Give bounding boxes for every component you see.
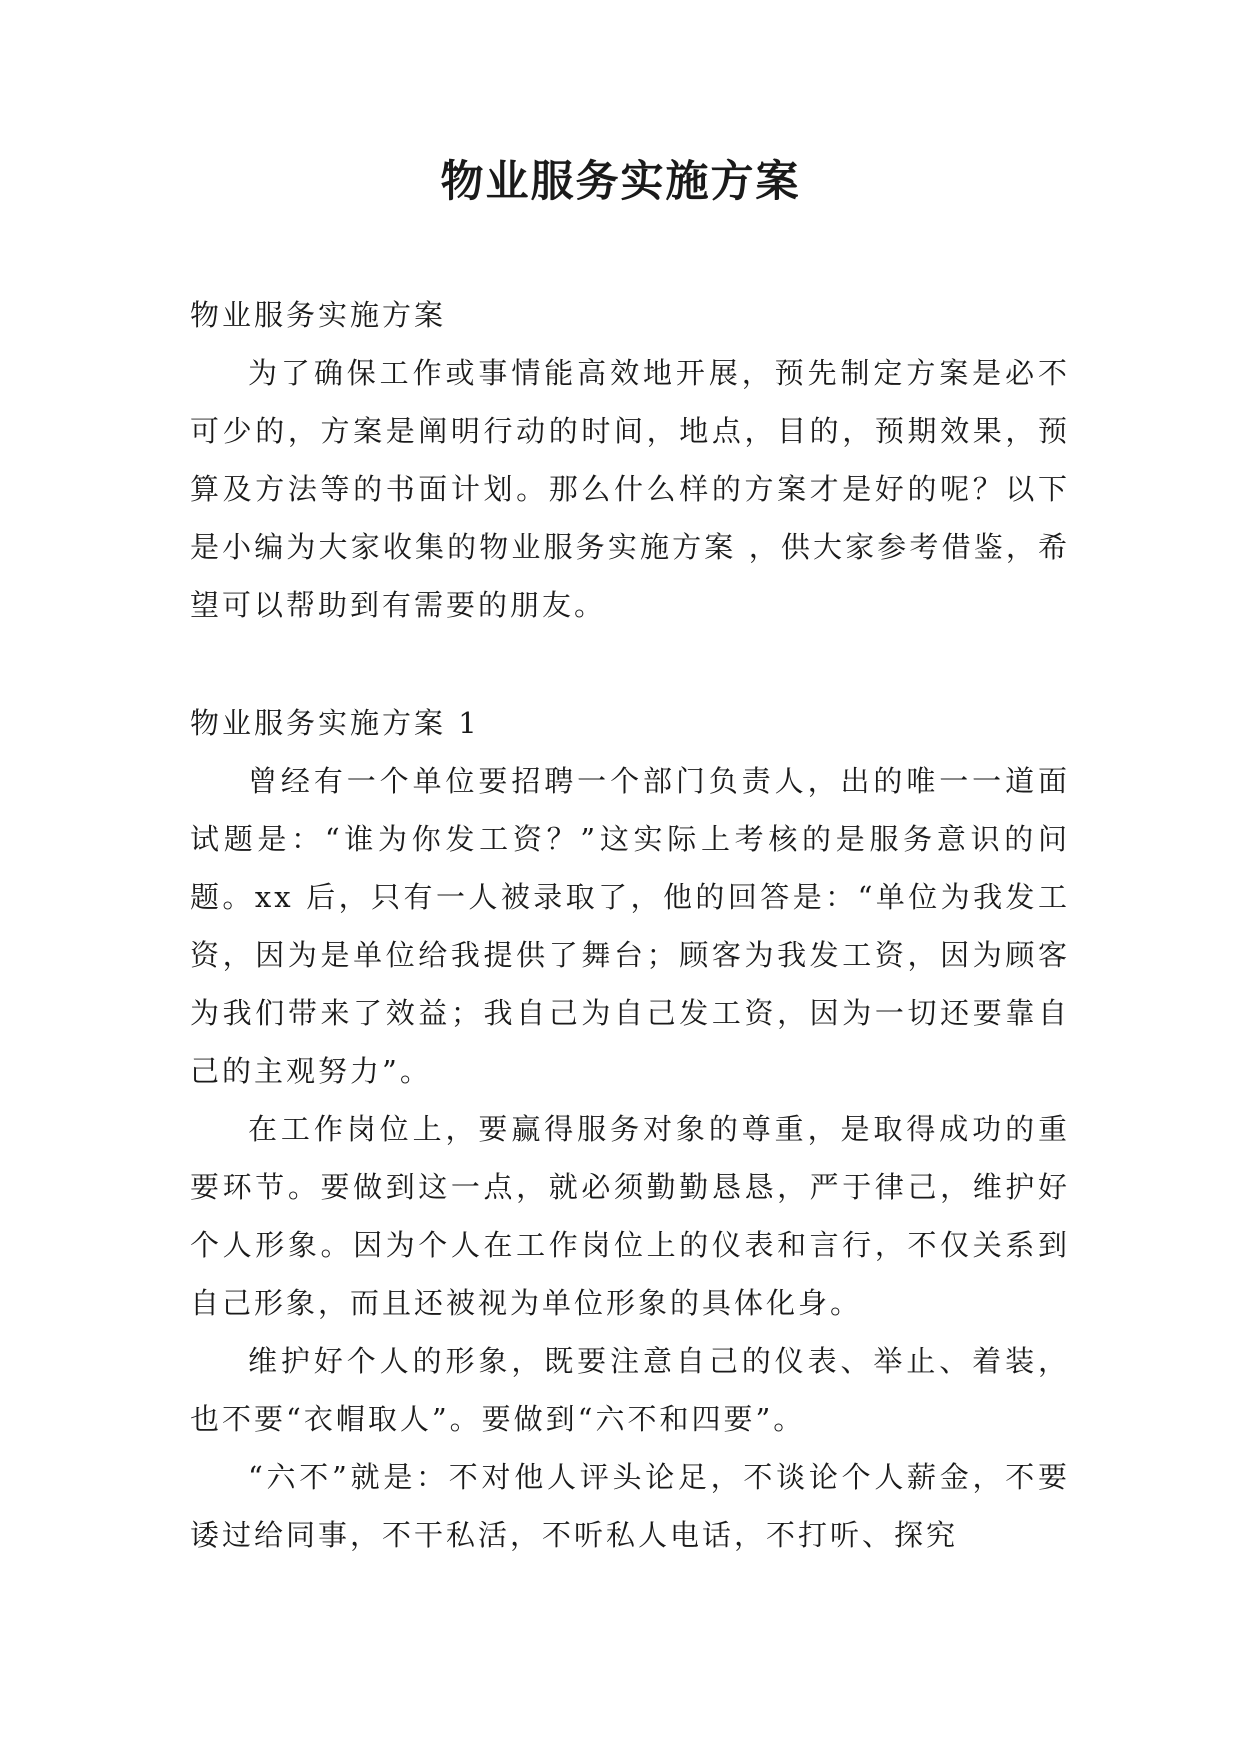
document-subtitle: 物业服务实施方案 [190,298,447,332]
document-title: 物业服务实施方案 [440,157,801,207]
body-paragraph: 在工作岗位上，要赢得服务对象的尊重，是取得成功的重要环节。要做到这一点，就必须勤勤恳恳，严于律己，维护好个人形象。因为个人在工作岗位上的仪表和言行，不仅关系到自己形象，而且还被视为单位形象的具体化身。 [190,1112,1070,1320]
section-heading: 物业服务实施方案 1 [190,706,480,740]
body-paragraph: 曾经有一个单位要招聘一个部门负责人，出的唯一一道面试题是：“谁为你发工资？”这实际上考核的是服务意识的问题。xx 后，只有一人被录取了，他的回答是：“单位为我发工资，因为是单位给我提供了舞台；顾客为我发工资，因为顾客为我们带来了效益；我自己为自己发工资，因为一切还要靠自己的主观努力”。 [190,764,1070,1088]
document-body [190,286,1070,1564]
body-paragraph: “六不”就是：不对他人评头论足，不谈论个人薪金，不要诿过给同事，不干私活，不听私人电话，不打听、探究 [190,1460,1070,1552]
section-spacer [190,634,1070,694]
intro-paragraph: 为了确保工作或事情能高效地开展，预先制定方案是必不可少的，方案是阐明行动的时间，地点，目的，预期效果，预算及方法等的书面计划。那么什么样的方案才是好的呢？以下是小编为大家收集的物业服务实施方案 ，供大家参考借鉴，希望可以帮助到有需要的朋友。 [190,356,1070,622]
body-paragraph: 维护好个人的形象，既要注意自己的仪表、举止、着装，也不要“衣帽取人”。要做到“六不和四要”。 [190,1344,1070,1436]
